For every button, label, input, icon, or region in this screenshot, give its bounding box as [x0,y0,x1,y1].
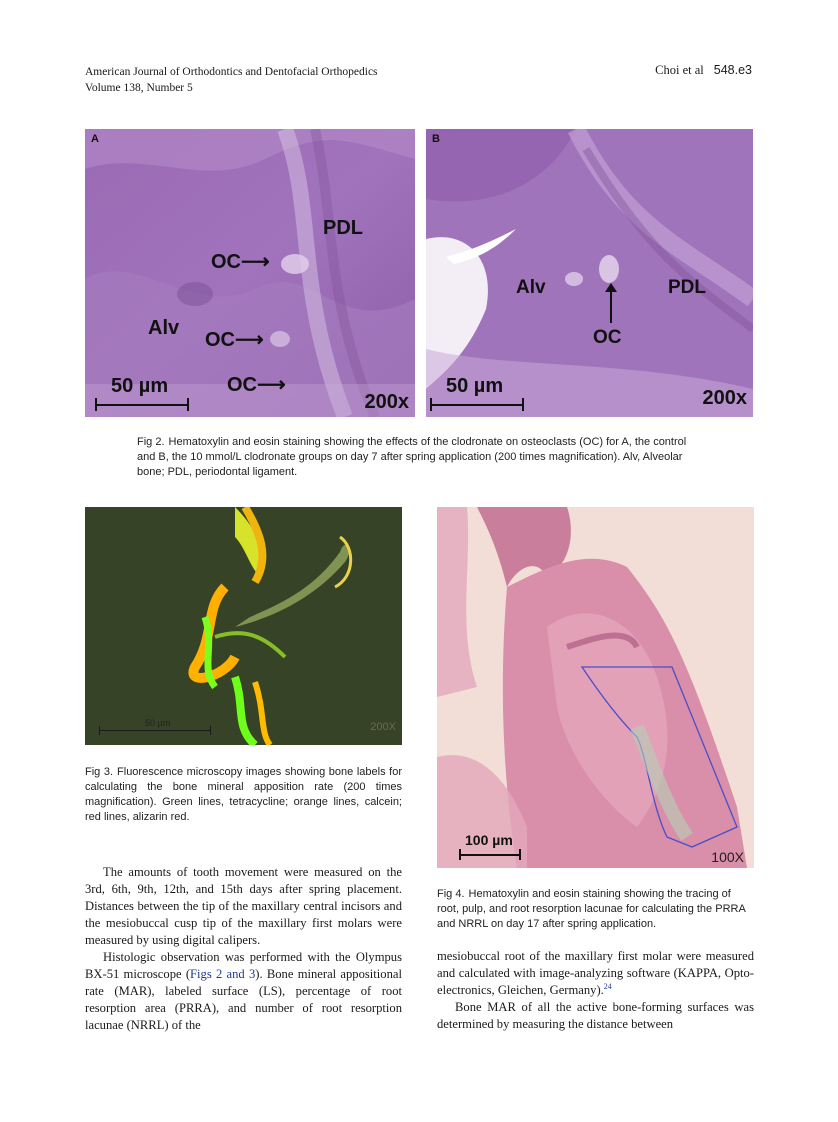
scale-bar-tick [522,398,524,411]
citation-reference[interactable]: 24 [603,981,612,991]
label-pdl: PDL [668,277,706,298]
paragraph: mesiobuccal root of the maxillary first molar were measured and calculated with image-analyzing software (KAPPA, Opto-electronics, Gleichen, Germany).$^{24}$ [437,949,754,997]
magnification-label: 200x [364,391,409,413]
paragraph: The amounts of tooth movement were measured on the 3rd, 6th, 9th, 12th, and 15th days after spring placement. Distances between the tip of the maxillary central incisors and the mesiobuccal cusp tip of the maxillary first molars were measured by using digital calipers. [85,865,402,947]
scale-bar-tick [430,398,432,411]
magnification-label: 200X [370,721,396,733]
label-oc-3: OC⟶ [227,374,286,396]
caption-label: Fig 3. [85,766,114,778]
journal-name: American Journal of Orthodontics and Dentofacial Orthopedics [85,66,378,78]
page-header-right [655,63,752,78]
scale-bar [430,404,524,406]
caption-label: Fig 2. [137,436,165,448]
page-number: 548.e3 [713,63,752,77]
fig3-caption [85,765,402,825]
fig2-panel-a [85,129,415,417]
fig3-fluorescence-image [85,507,402,745]
fig2-caption [137,435,707,480]
magnification-label: 100X [711,849,744,865]
figure-reference-link[interactable]: Figs 2 and 3 [190,967,256,981]
scale-bar [459,854,521,856]
caption-text: Fluorescence microscopy images showing bone labels for calculating the bone mineral apposition rate (200 times magnification). Green lines, tetracycline; orange lines, calcein; red lines, alizarin red. [85,766,402,823]
fig2-panel-b [426,129,753,417]
fig4-histology-image [437,507,754,868]
paragraph: Bone MAR of all the active bone-forming surfaces was determined by measuring the distance between [437,1000,754,1031]
arrow-up-icon [610,289,612,323]
scale-bar-label: 50 µm [446,375,504,397]
scale-bar-tick [95,398,97,411]
body-left-column [85,864,402,1034]
label-oc: OC [593,327,622,348]
scale-bar [95,404,189,406]
scale-bar-tick [519,849,521,860]
magnification-label: 200x [702,387,747,409]
caption-text: Hematoxylin and eosin staining showing the effects of the clodronate on osteoclasts (OC) for A, the control and B, the 10 mmol/L clodronate groups on day 7 after spring application (200 times magnification). Alv, Alveolar bone; PDL, periodontal ligament. [137,436,687,478]
fig3-image [85,507,402,745]
arrow-right-icon: ⟶ [241,251,270,273]
scale-bar-tick [459,849,461,860]
label-pdl: PDL [323,217,363,239]
label-alv: Alv [516,277,546,298]
arrow-head [605,283,617,292]
fig4-image [437,507,754,868]
arrow-right-icon: ⟶ [235,329,264,351]
label-alv: Alv [148,317,180,339]
authors: Choi et al [655,63,704,77]
fig2-panel-b-image [426,129,753,417]
running-header [85,64,378,96]
scale-bar-tick [99,726,100,735]
scale-bar-label: 50 µm [145,718,171,728]
fig4-caption [437,887,754,932]
panel-letter-b: B [432,133,440,145]
journal-volume: Volume 138, Number 5 [85,82,193,94]
caption-text: Hematoxylin and eosin staining showing the tracing of root, pulp, and root resorption lacunae for calculating the PRRA and NRRL on day 17 after spring application. [437,888,746,930]
scale-bar-tick [210,726,211,735]
label-oc-1: OC⟶ [211,251,270,273]
caption-label: Fig 4. [437,888,465,900]
scale-bar-label: 100 µm [465,832,513,848]
label-oc-2: OC⟶ [205,329,264,351]
scale-bar-label: 50 µm [111,375,169,397]
paragraph: Histologic observation was performed with the Olympus BX-51 microscope (Figs 2 and 3). Bone mineral appositional rate (MAR), labeled surface (LS), percentage of root resorption area (PRRA), and number of root resorption lacunae (NRRL) of the [85,950,402,1032]
scale-bar-tick [187,398,189,411]
arrow-right-icon: ⟶ [257,374,286,396]
scale-bar [99,730,211,731]
panel-letter-a: A [91,133,99,145]
body-right-column [437,948,754,1033]
